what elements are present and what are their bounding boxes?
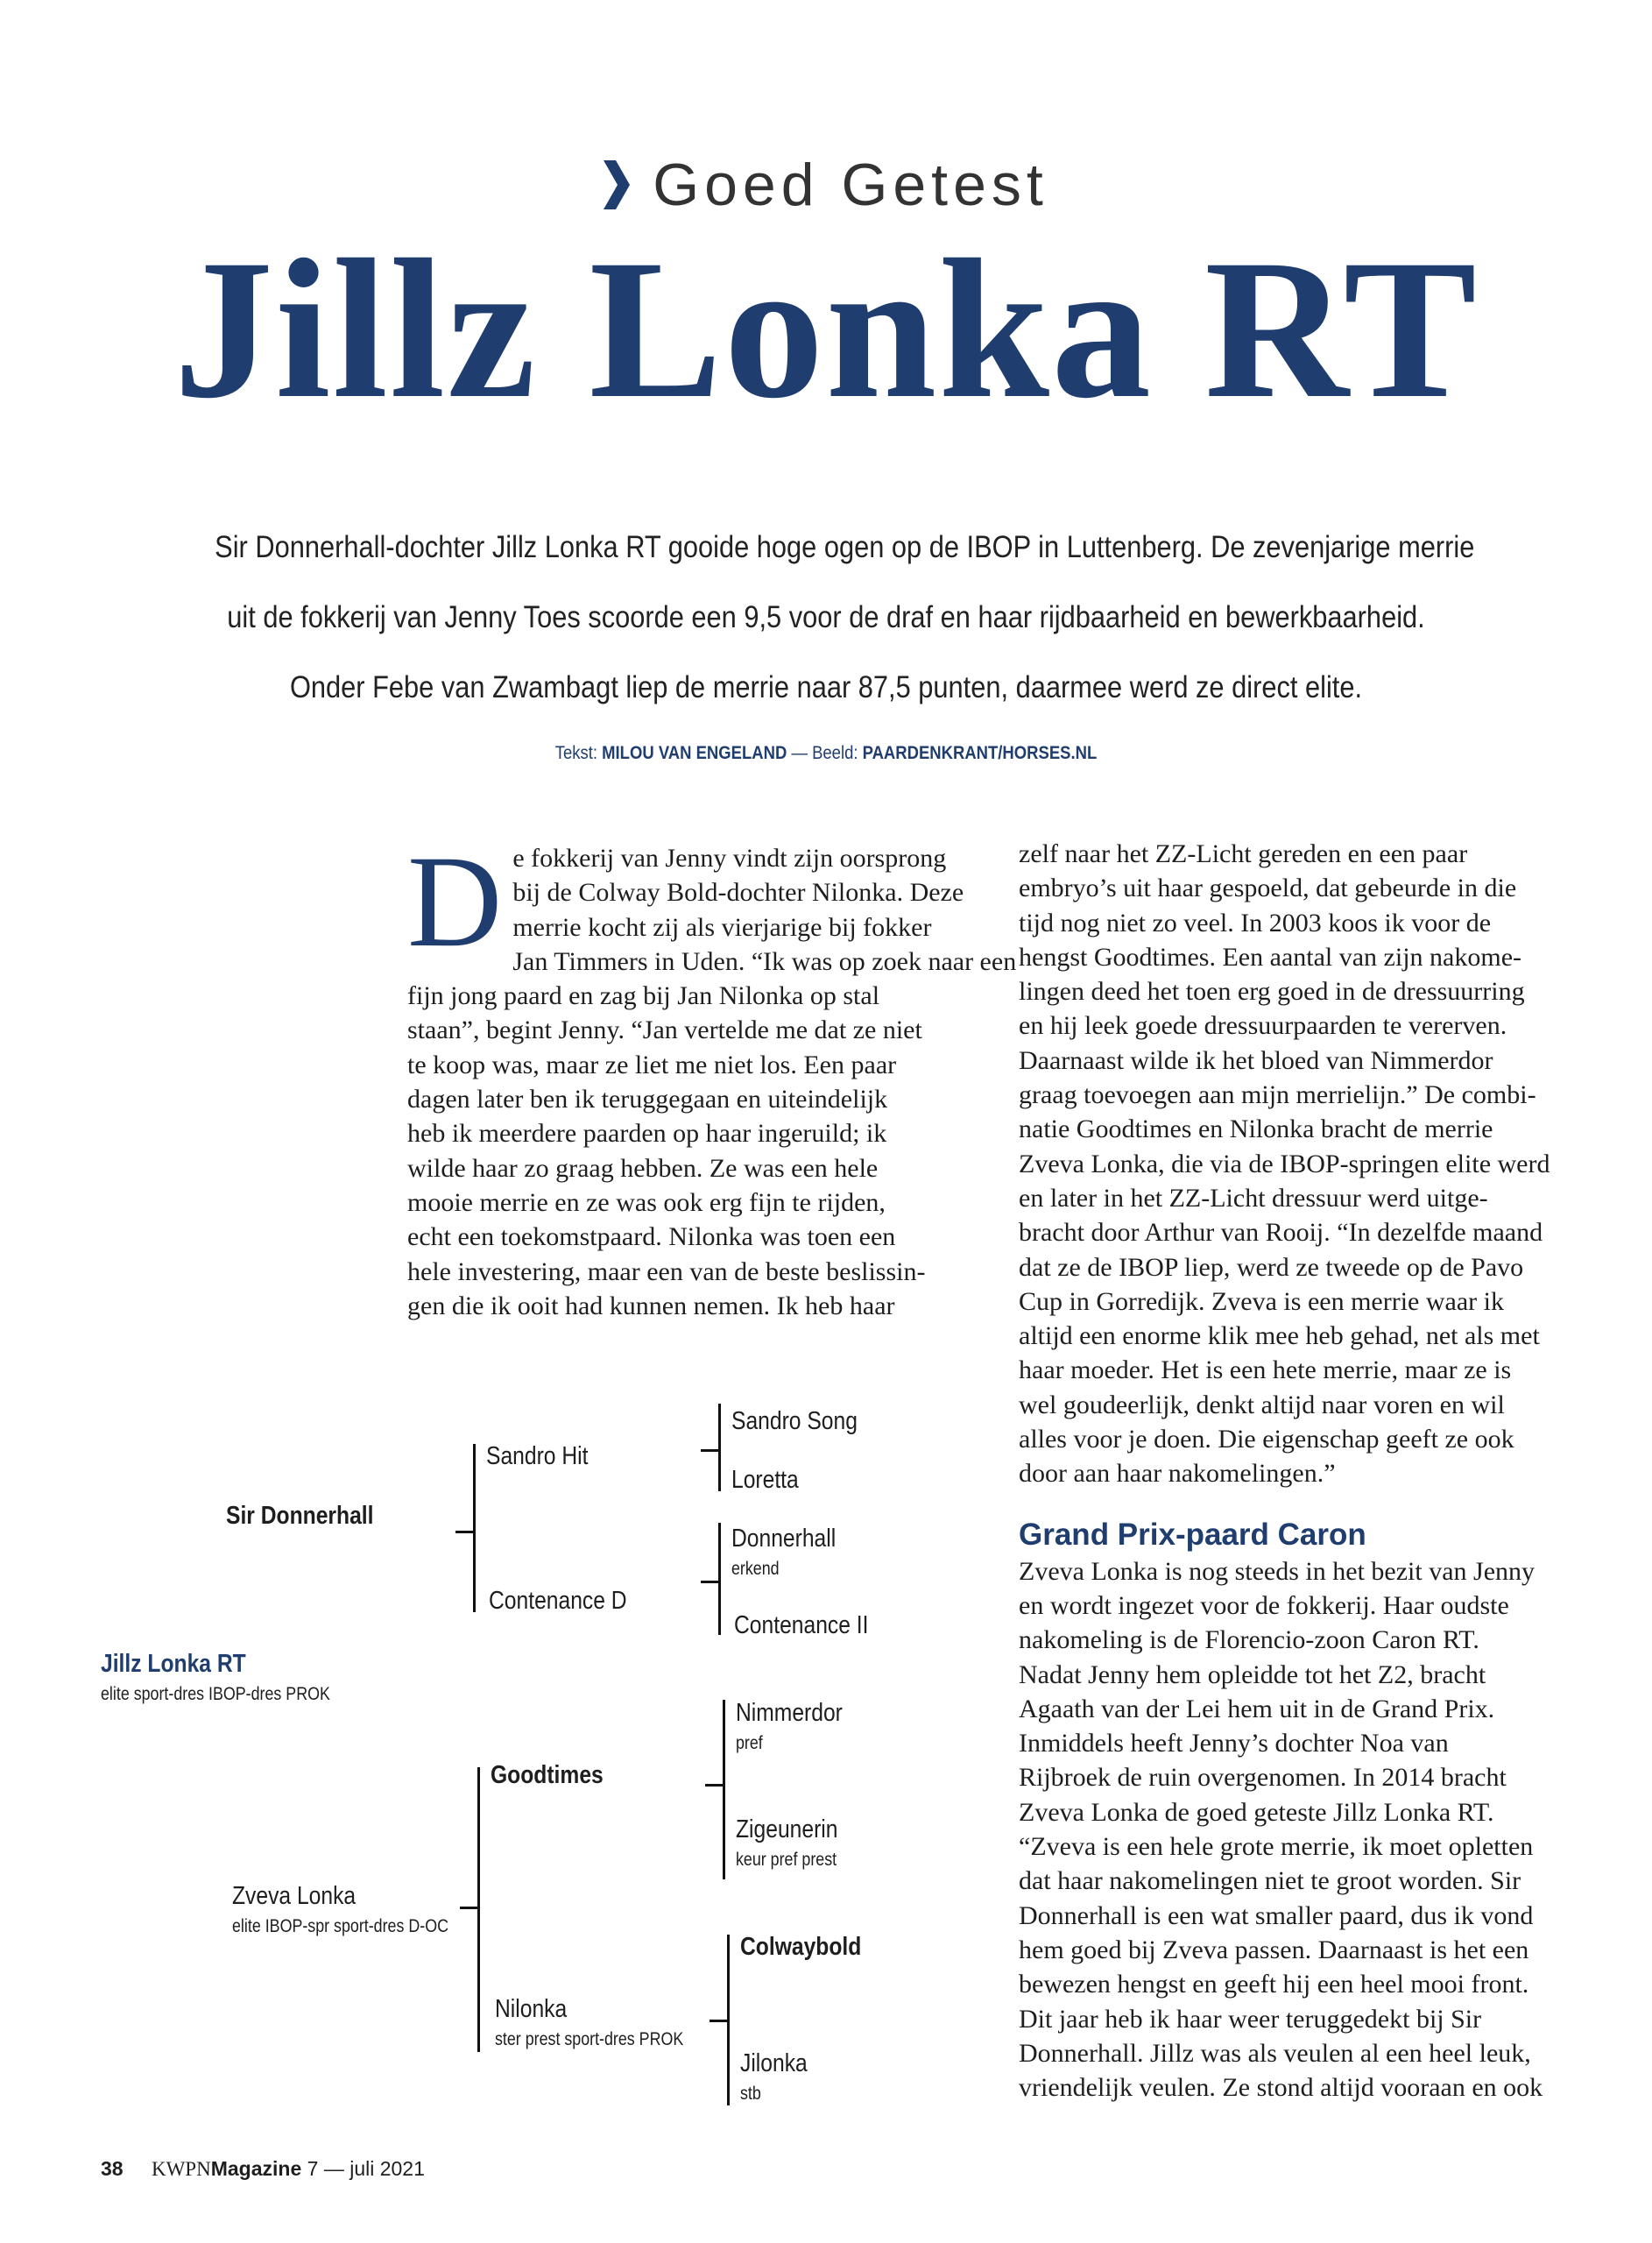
section-subheading: Grand Prix-paard Caron — [1019, 1517, 1366, 1552]
body-line: hem goed bij Zveva passen. Daarnaast is het een — [1019, 1935, 1529, 1964]
body-line: bewezen hengst en geeft hij een heel mooi front. — [1019, 1970, 1529, 1999]
pedigree-dam-dam-name: Nilonka — [495, 1995, 568, 2023]
body-line: dagen later ben ik teruggegaan en uiteindelijk — [407, 1085, 888, 1114]
body-line: staan”, begint Jenny. “Jan vertelde me dat ze niet — [407, 1015, 922, 1045]
drop-cap: D — [407, 829, 503, 974]
pedigree-bracket — [477, 1767, 480, 2052]
body-line: Zveva Lonka is nog steeds in het bezit van Jenny — [1019, 1556, 1536, 1586]
pedigree-bracket — [718, 1523, 721, 1635]
body-line: fijn jong paard en zag bij Jan Nilonka op stal — [407, 981, 880, 1011]
body-line: te koop was, maar ze liet me niet los. Een paar — [407, 1050, 897, 1079]
pedigree-sd-dam-name: Contenance II — [734, 1611, 869, 1639]
issue-info: 7 — juli 2021 — [307, 2157, 425, 2180]
pedigree-connector — [701, 1449, 720, 1452]
body-line: Cup in Gorredijk. Zveva is een merrie waar ik — [1019, 1286, 1504, 1316]
body-line: Rijbroek de ruin overgenomen. In 2014 bracht — [1019, 1763, 1507, 1793]
body-line: Daarnaast wilde ik het bloed van Nimmerdor — [1019, 1045, 1493, 1075]
body-line: wel goudeerlijk, denkt altijd naar voren en wil — [1019, 1390, 1505, 1419]
body-line: alles voor je doen. Die eigenschap geeft ze ook — [1019, 1425, 1514, 1454]
pedigree-ds-sire-quals: pref — [736, 1733, 763, 1753]
pedigree-ss-sire-name: Sandro Song — [731, 1407, 858, 1435]
pedigree-connector — [455, 1531, 475, 1533]
body-line: Zveva Lonka de goed geteste Jillz Lonka RT. — [1019, 1797, 1494, 1827]
pedigree-connector — [460, 1907, 479, 1909]
pedigree-dam-dam-quals: ster prest sport-dres PROK — [495, 2029, 684, 2049]
pedigree-bracket — [718, 1404, 721, 1491]
pedigree-bracket — [723, 1700, 725, 1879]
pedigree-bracket — [473, 1444, 476, 1612]
body-line: natie Goodtimes en Nilonka bracht de merrie — [1019, 1114, 1493, 1144]
pedigree-ds-dam-name: Zigeunerin — [736, 1815, 838, 1843]
body-line: Donnerhall is een wat smaller paard, dus ik vond — [1019, 1900, 1534, 1930]
body-line: tijd nog niet zo veel. In 2003 koos ik voor de — [1019, 908, 1492, 938]
body-line: Jan Timmers in Uden. “Ik was op zoek naar een — [512, 946, 1017, 976]
body-line: hele investering, maar een van de beste beslissin- — [407, 1256, 926, 1286]
body-line: altijd een enorme klik mee heb gehad, net als met — [1019, 1321, 1540, 1351]
body-line: Nadat Jenny hem opleidde tot het Z2, bracht — [1019, 1659, 1486, 1689]
pedigree-dd-dam-name: Jilonka — [740, 2049, 808, 2077]
body-line: bracht door Arthur van Rooij. “In dezelfde maand — [1019, 1218, 1543, 1248]
body-line: embryo’s uit haar gespoeld, dat gebeurde in die — [1019, 874, 1517, 903]
credit-text-label: Tekst: — [554, 743, 598, 763]
pedigree-dam-sire-name: Goodtimes — [491, 1761, 604, 1789]
body-line: haar moeder. Het is een hete merrie, maar ze is — [1019, 1355, 1512, 1385]
pedigree-dam-quals: elite IBOP-spr sport-dres D-OC — [232, 1916, 448, 1936]
body-line: dat haar nakomelingen niet te groot worden. Sir — [1019, 1866, 1521, 1896]
magazine-brand-magazine: Magazine — [210, 2157, 302, 2180]
body-line: Donnerhall. Jillz was als veulen al een heel leuk, — [1019, 2038, 1531, 2068]
body-line: e fokkerij van Jenny vindt zijn oorsprong — [512, 844, 947, 873]
pedigree-bracket — [727, 1935, 730, 2105]
pedigree-connector — [705, 1784, 724, 1787]
body-line: vriendelijk veulen. Ze stond altijd vooraan en ook — [1019, 2073, 1543, 2103]
pedigree-dam-name: Zveva Lonka — [232, 1882, 357, 1910]
pedigree-connector — [710, 2020, 729, 2022]
intro-line: uit de fokkerij van Jenny Toes scoorde een 9,5 voor de draf en haar rijdbaarheid en bewerkbaarheid. — [227, 600, 1425, 634]
article-column-1 — [407, 829, 1017, 1323]
body-line: Agaath van der Lei hem uit in de Grand Prix. — [1019, 1694, 1495, 1723]
body-line: Zveva Lonka, die via de IBOP-springen elite werd — [1019, 1149, 1550, 1178]
pedigree-subject-quals: elite sport-dres IBOP-dres PROK — [101, 1684, 330, 1704]
body-line: bij de Colway Bold-dochter Nilonka. Deze — [512, 878, 964, 908]
article-title: Jillz Lonka RT — [173, 219, 1479, 440]
pedigree-sire-sire-name: Sandro Hit — [486, 1442, 589, 1470]
body-line: merrie kocht zij als vierjarige bij fokker — [512, 912, 932, 942]
pedigree-ds-dam-quals: keur pref prest — [736, 1850, 837, 1870]
body-line: mooie merrie en ze was ook erg fijn te rijden, — [407, 1187, 886, 1217]
page-footer — [101, 2157, 425, 2181]
intro-lede — [215, 513, 1475, 723]
body-line: graag toevoegen aan mijn merrielijn.” De combi- — [1019, 1080, 1536, 1110]
body-line: wilde haar zo graag hebben. Ze was een hele — [407, 1153, 879, 1183]
credit-image-source: PAARDENKRANT/HORSES.NL — [862, 743, 1098, 763]
body-line: lingen deed het toen erg goed in de dressuurring — [1019, 977, 1525, 1007]
body-line: nakomeling is de Florencio-zoon Caron RT. — [1019, 1625, 1479, 1655]
page-number: 38 — [101, 2157, 124, 2180]
pedigree-sire-dam-name: Contenance D — [489, 1587, 627, 1615]
kicker-text: Goed Getest — [653, 152, 1048, 218]
pedigree-sd-sire-name: Donnerhall — [731, 1525, 837, 1553]
body-line: zelf naar het ZZ-Licht gereden en een paar — [1019, 839, 1468, 868]
intro-line: Onder Febe van Zwambagt liep de merrie naar 87,5 punten, daarmee werd ze direct elite. — [289, 670, 1363, 704]
section-kicker — [0, 151, 1652, 223]
body-line: echt een toekomstpaard. Nilonka was toen een — [407, 1222, 896, 1252]
pedigree-ds-sire-name: Nimmerdor — [736, 1699, 843, 1727]
body-line: Inmiddels heeft Jenny’s dochter Noa van — [1019, 1729, 1449, 1758]
pedigree-subject-name: Jillz Lonka RT — [101, 1650, 246, 1678]
pedigree-sd-sire-quals: erkend — [731, 1559, 780, 1579]
pedigree-dd-dam-quals: stb — [740, 2084, 761, 2104]
credits — [99, 743, 1553, 764]
body-line: en hij leek goede dressuurpaarden te vererven. — [1019, 1011, 1507, 1041]
body-line: Dit jaar heb ik haar weer teruggedekt bij Sir — [1019, 2004, 1482, 2034]
body-line: en wordt ingezet voor de fokkerij. Haar oudste — [1019, 1590, 1509, 1620]
credit-text-author: MILOU VAN ENGELAND — [602, 743, 787, 763]
article-column-2 — [1019, 837, 1623, 2105]
pedigree-dd-sire-name: Colwaybold — [740, 1933, 862, 1961]
body-line: en later in het ZZ-Licht dressuur werd uitge- — [1019, 1183, 1488, 1213]
body-line: dat ze de IBOP liep, werd ze tweede op de Pavo — [1019, 1252, 1524, 1282]
credit-separator: — — [791, 743, 808, 763]
pedigree-sire-name: Sir Donnerhall — [226, 1502, 374, 1530]
chevron-right-icon — [604, 155, 630, 223]
intro-line: Sir Donnerhall-dochter Jillz Lonka RT gooide hoge ogen op de IBOP in Luttenberg. De zevenjarige merrie — [215, 530, 1475, 564]
body-line: heb ik meerdere paarden op haar ingeruild; ik — [407, 1119, 887, 1149]
magazine-brand-kwpn: KWPN — [151, 2158, 211, 2180]
body-line: hengst Goodtimes. Een aantal van zijn nakome- — [1019, 942, 1521, 972]
pedigree-ss-dam-name: Loretta — [731, 1466, 799, 1494]
credit-image-label: Beeld: — [812, 743, 858, 763]
body-line: gen die ik ooit had kunnen nemen. Ik heb haar — [407, 1291, 895, 1320]
pedigree-connector — [701, 1581, 720, 1583]
body-line: “Zveva is een hele grote merrie, ik moet opletten — [1019, 1832, 1534, 1862]
body-line: door aan haar nakomelingen.” — [1019, 1459, 1336, 1489]
